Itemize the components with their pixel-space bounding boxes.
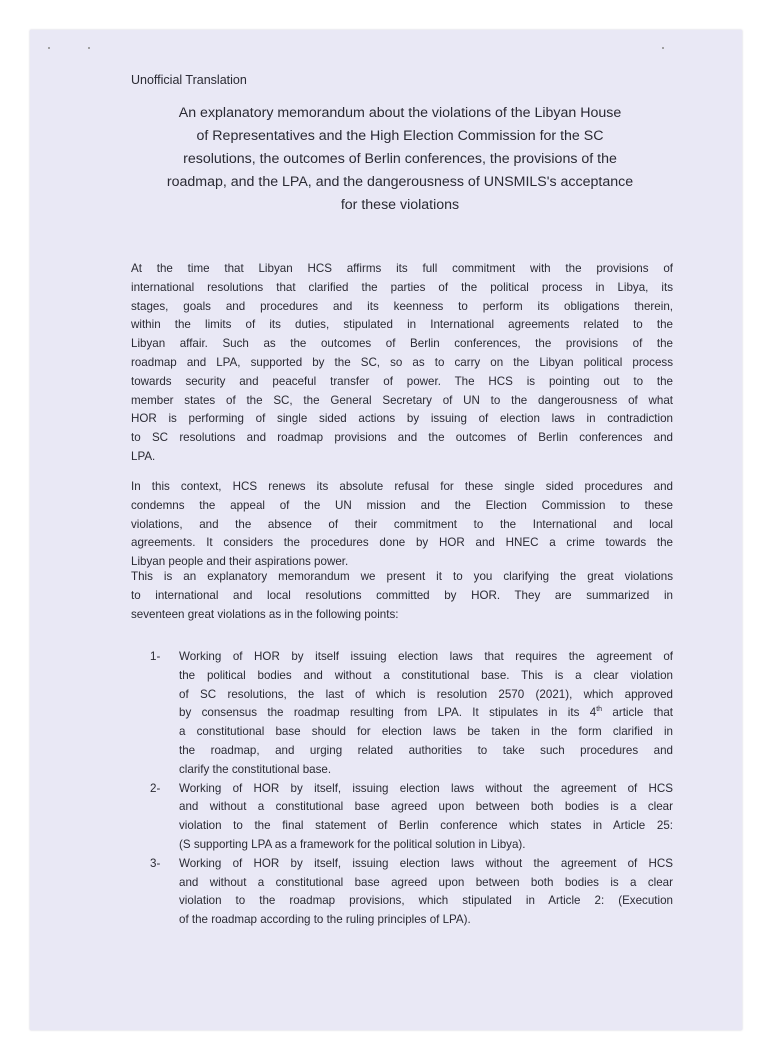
text-line: clarify the constitutional base. [179,762,332,776]
title-line: roadmap, and the LPA, and the dangerousness of UNSMILS's acceptance [166,174,634,190]
text-line: Libyan affair. Such as the outcomes of Berlin conferences, the provisions of the [131,337,673,351]
text-line: member states of the SC, the General Secretary of UN to the dangerousness of what [131,393,673,407]
text-line: towards security and peaceful transfer of power. The HCS is pointing out to the [131,374,673,388]
paragraph-context [131,478,673,572]
paragraph-summary [131,568,673,624]
text-line: the political bodies and without a constitutional base. This is a clear violation [179,668,673,682]
text-line: and without a constitutional base agreed upon between both bodies is a clear [179,875,673,889]
text-line: At the time that Libyan HCS affirms its full commitment with the provisions of [131,262,673,275]
text-line: within the limits of its duties, stipulated in International agreements related to the [131,318,673,332]
text-line: to SC resolutions and roadmap provisions and the outcomes of Berlin conferences and [131,431,673,445]
text-line: seventeen great violations as in the following points: [131,607,399,621]
text-line: condemns the appeal of the UN mission and the Election Commission to these [131,498,673,512]
unofficial-translation-label: Unofficial Translation [131,73,247,87]
text-line: stages, goals and procedures and its keenness to perform its obligations therein, [131,299,673,313]
paragraph-intro [131,260,673,467]
text-line: violations, and the absence of their commitment to the International and local [131,517,673,531]
text-line: the roadmap, and urging related authorities to take such procedures and [179,743,673,757]
item-number: 1- [150,650,161,663]
text-line: to international and local resolutions committed by HOR. They are summarized in [131,588,673,602]
text-line: Libyan people and their aspirations power. [131,555,349,569]
violations-list [150,648,673,930]
text-line: roadmap and LPA, supported by the SC, so as to carry on the Libyan political process [131,355,673,369]
scan-speck [48,47,50,49]
text-line: of the roadmap according to the ruling principles of LPA). [179,913,471,927]
text-line: violation to the final statement of Berlin conference which states in Article 25: [179,819,673,833]
text-line: and without a constitutional base agreed upon between both bodies is a clear [179,800,673,814]
text-line: Working of HOR by itself, issuing election laws without the agreement of HCS [179,781,673,795]
text-line: (S supporting LPA as a framework for the political solution in Libya). [179,837,526,851]
text-line: violation to the roadmap provisions, which stipulated in Article 2: (Execution [179,894,673,908]
text-line: Working of HOR by itself issuing election laws that requires the agreement of [179,650,673,663]
scan-speck [662,47,664,49]
title-line: An explanatory memorandum about the violations of the Libyan House [178,105,622,121]
text-line: LPA. [131,449,156,463]
title-line: for these violations [340,197,460,213]
memorandum-title [120,102,680,217]
text-line: of SC resolutions, the last of which is resolution 2570 (2021), which approved [179,687,673,701]
list-item [150,780,673,855]
text-line: In this context, HCS renews its absolute refusal for these single sided procedures and [131,480,673,493]
item-number: 2- [150,781,161,795]
text-line: international resolutions that clarified the parties of the political process in Libya, its [131,280,673,294]
list-item [150,855,673,930]
item-number: 3- [150,856,161,870]
text-line: by consensus the roadmap resulting from LPA. It stipulates in its 4th article that [179,706,673,720]
scan-speck [88,47,90,49]
text-line: Working of HOR by itself, issuing election laws without the agreement of HCS [179,856,673,870]
text-line: a constitutional base should for election laws be taken in the form clarified in [179,725,673,739]
title-line: resolutions, the outcomes of Berlin conferences, the provisions of the [183,151,617,167]
superscript: th [596,706,603,714]
text-line: This is an explanatory memorandum we present it to you clarifying the great violations [131,570,673,583]
title-line: of Representatives and the High Election Commission for the SC [196,128,604,144]
list-item [150,648,673,780]
text-line: HOR is performing of single sided actions by issuing of election laws in contradiction [131,412,673,426]
text-line: agreements. It considers the procedures done by HOR and HNEC a crime towards the [131,536,673,550]
